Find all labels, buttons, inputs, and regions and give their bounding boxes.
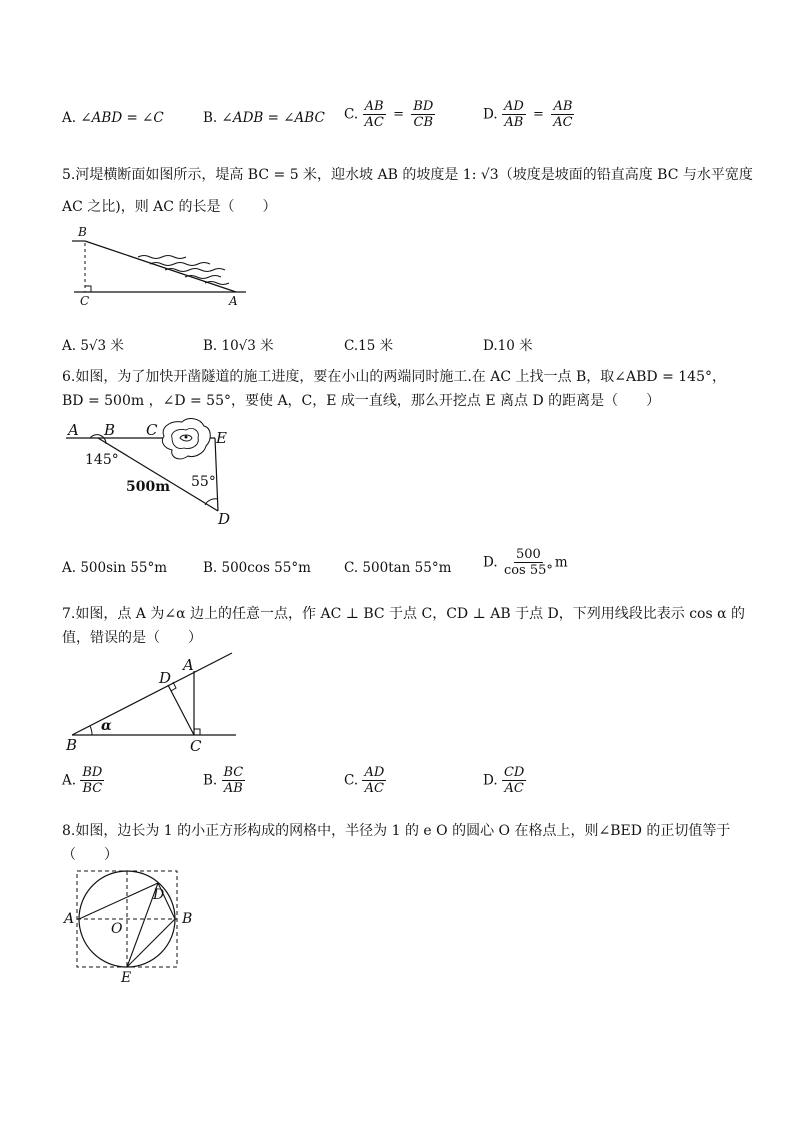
numerator: BD (413, 99, 434, 114)
equals-sign: = (393, 107, 404, 122)
unit: m (554, 554, 568, 571)
q7-label-d: D (159, 669, 172, 687)
q5-option-c[interactable]: C.15 米 (344, 338, 394, 354)
numerator: AB (553, 99, 573, 114)
numerator: AD (503, 99, 524, 114)
option-label: B. (203, 110, 218, 126)
q8-stem-line2: （ ） (62, 847, 118, 863)
equals-sign: = (533, 107, 544, 122)
option-label: D. (483, 554, 498, 571)
q7-label-c: C (190, 737, 202, 755)
numerator: 500 (516, 547, 541, 562)
q5-option-a[interactable]: A. 5√3 米 (62, 338, 124, 354)
q6-stem-line2: BD = 500m ，∠D = 55°，要使 A，C，E 成一直线，那么开挖点 E 离点 D 的距离是（ ） (62, 393, 661, 409)
q8-label-b: B (182, 911, 193, 927)
q8-label-d: D (153, 887, 165, 903)
numerator: AB (364, 99, 384, 114)
q7-label-a: A (183, 656, 194, 674)
q6-label-b: B (104, 421, 116, 439)
option-math: ∠ADB = ∠ABC (221, 110, 325, 126)
option-math: ∠ABD = ∠C (80, 110, 164, 126)
q6-stem-line1: 6.如图，为了加快开凿隧道的施工进度，要在小山的两端同时施工.在 AC 上找一点 B，取∠ABD = 145°， (62, 369, 726, 385)
q6-label-e: E (216, 429, 227, 447)
option-label: A. (62, 772, 77, 789)
q6-option-c[interactable]: C. 500tan 55°m (344, 560, 452, 576)
denominator: AC (504, 781, 524, 796)
denominator: AB (223, 781, 243, 796)
option-label: B. (203, 772, 218, 789)
q7-alpha-label: α (101, 718, 112, 734)
q5-label-c: C (80, 294, 90, 308)
denominator: AB (504, 115, 524, 130)
option-label: A. (62, 110, 77, 126)
q6-label-c: C (146, 421, 158, 439)
denominator: AC (364, 115, 384, 130)
q8-stem-line1: 8.如图，边长为 1 的小正方形构成的网格中，半径为 1 的 e O 的圆心 O 在格点上，则∠BED 的正切值等于 (62, 823, 731, 839)
q5-option-d[interactable]: D.10 米 (483, 338, 533, 354)
q8-label-e: E (121, 970, 132, 986)
option-label: C. (344, 106, 359, 123)
numerator: BC (223, 765, 244, 780)
q5-stem-line1: 5.河堤横断面如图所示，堤高 BC = 5 米，迎水坡 AB 的坡度是 1: √3（坡度是坡面的铅直高度 BC 与水平宽度 (62, 167, 753, 183)
q6-option-a[interactable]: A. 500sin 55°m (62, 560, 168, 576)
numerator: AD (364, 765, 385, 780)
option-label: C. (344, 772, 359, 789)
q6-angle-55: 55° (191, 474, 216, 490)
q6-length-label: 500m (126, 479, 171, 495)
numerator: BD (82, 765, 103, 780)
q6-label-a: A (68, 421, 79, 439)
numerator: CD (503, 765, 525, 780)
q7-label-b: B (66, 736, 78, 754)
q6-label-d: D (218, 510, 231, 528)
denominator: cos 55° (503, 563, 553, 578)
q6-angle-145: 145° (85, 452, 119, 468)
q8-label-o: O (111, 921, 123, 937)
q5-option-b[interactable]: B. 10√3 米 (203, 338, 274, 354)
q7-stem-line2: 值，错误的是（ ） (62, 630, 202, 646)
q5-stem-line2: AC 之比)，则 AC 的长是（ ） (62, 199, 277, 215)
q8-label-a: A (64, 911, 75, 927)
option-label: D. (483, 772, 498, 789)
denominator: BC (82, 781, 103, 796)
q5-label-a: A (229, 294, 238, 308)
denominator: AC (553, 115, 573, 130)
denominator: AC (364, 781, 385, 796)
option-label: D. (483, 106, 498, 123)
denominator: CB (413, 115, 434, 130)
q5-label-b: B (78, 225, 87, 239)
q7-stem-line1: 7.如图，点 A 为∠α 边上的任意一点，作 AC ⊥ BC 于点 C，CD ⊥ AB 于点 D，下列用线段比表示 cos α 的 (62, 606, 745, 622)
q6-option-b[interactable]: B. 500cos 55°m (203, 560, 311, 576)
